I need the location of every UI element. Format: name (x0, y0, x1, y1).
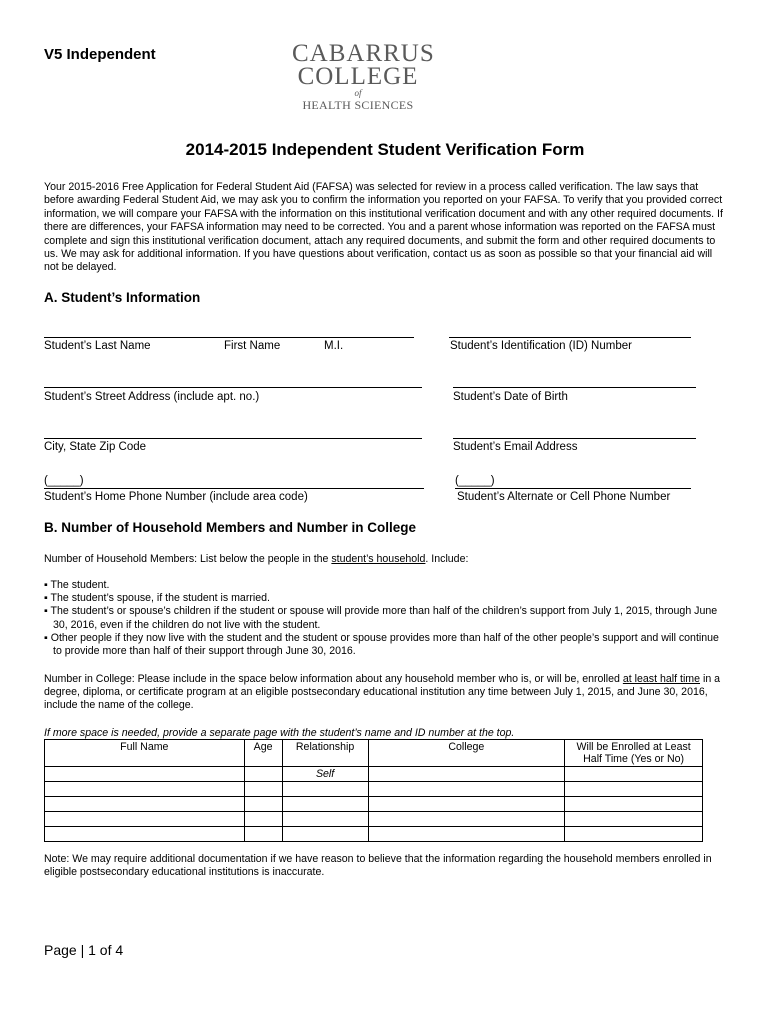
home-phone-field-line[interactable] (44, 488, 424, 489)
col-full-name: Full Name (45, 740, 245, 767)
cell-input[interactable] (368, 767, 565, 782)
logo-line-4: HEALTH SCIENCES (302, 98, 414, 112)
extra-space-note: If more space is needed, provide a separate page with the student’s name and ID number at the top. (44, 727, 515, 739)
cell-input[interactable] (282, 782, 368, 797)
id-field-line[interactable] (449, 337, 691, 338)
page-title: 2014-2015 Independent Student Verification Form (185, 140, 585, 159)
logo-line-1: CABARRUS (292, 40, 435, 67)
alt-area-code: (_____) (455, 475, 495, 487)
dob-label: Student’s Date of Birth (453, 391, 568, 403)
name-field-line[interactable] (44, 337, 414, 338)
cell-input[interactable] (565, 812, 703, 827)
cell-input[interactable] (565, 767, 703, 782)
cell-input[interactable] (45, 782, 245, 797)
household-members-post: . Include: (425, 553, 469, 565)
alt-phone-label: Student’s Alternate or Cell Phone Number (457, 491, 671, 503)
cell-input[interactable] (244, 767, 282, 782)
household-members-link: student’s household (331, 553, 426, 565)
email-field-line[interactable] (453, 438, 696, 439)
list-item: ▪ Other people if they now live with the student and the student or spouse provides more than half of the other people’s support and will continue to provide more than half of their support through June 30, 2016. (44, 631, 719, 658)
bullet-1-text: The student. (50, 579, 110, 591)
intro-paragraph: Your 2015-2016 Free Application for Federal Student Aid (FAFSA) was selected for review in a process called verification. The law says that before awarding Federal Student Aid, we may ask you to confirm the information you reported on your FAFSA. To verify that you provided correct information, we will compare your FAFSA with the information on this institutional verification document and with any other required documents. If there are differences, your FAFSA information may need to be corrected. You and a parent whose information was reported on the FAFSA must complete and sign this institutional verification document, attach any required documents, and submit the form and other required documents to us. We may ask for additional information. If you have questions about verification, contact us as soon as possible so that your financial aid will not be delayed. (44, 181, 723, 274)
half-time-link: at least half time (622, 673, 701, 685)
home-phone-label: Student’s Home Phone Number (include area code) (44, 491, 308, 503)
first-name-label: First Name (224, 340, 281, 352)
cell-input[interactable] (282, 827, 368, 842)
cell-input[interactable] (45, 767, 245, 782)
logo-line-3: of (354, 88, 362, 98)
documentation-note: Note: We may require additional documentation if we have reason to believe that the information regarding the household members enrolled in eligible postsecondary educational institutions is inaccurate. (44, 853, 712, 879)
cell-input[interactable] (45, 827, 245, 842)
cell-input[interactable] (565, 797, 703, 812)
city-field-line[interactable] (44, 438, 422, 439)
cell-input[interactable] (565, 782, 703, 797)
table-row (45, 767, 703, 782)
cell-input[interactable] (368, 812, 565, 827)
college-logo (292, 40, 435, 112)
number-in-college-text (44, 673, 726, 713)
bullet-4-text: Other people if they now live with the student and the student or spouse provides more than half of the other people’s support and will continue to provide more than half of their support through June 30, 2016. (50, 631, 719, 658)
cell-input[interactable] (368, 797, 565, 812)
form-version: V5 Independent (44, 46, 156, 63)
page-number: Page | 1 of 4 (44, 942, 124, 958)
household-members-pre: Number of Household Members: List below the people in the (44, 553, 332, 565)
logo-line-2: COLLEGE (297, 63, 419, 90)
table-row (45, 782, 703, 797)
col-enrolled: Will be Enrolled at Least Half Time (Yes or No) (565, 740, 703, 767)
self-cell: Self (282, 767, 368, 782)
list-item: ▪ The student’s spouse, if the student is married. (44, 592, 270, 605)
cell-input[interactable] (565, 827, 703, 842)
cell-input[interactable] (282, 812, 368, 827)
list-item: ▪ The student’s or spouse’s children if the student or spouse will provide more than half of the children’s support from July 1, 2015, through June 30, 2016, even if the children do not live with the student. (44, 605, 718, 631)
cell-input[interactable] (282, 797, 368, 812)
cell-input[interactable] (244, 782, 282, 797)
table-row (45, 812, 703, 827)
city-label: City, State Zip Code (44, 441, 147, 453)
alt-phone-field-line[interactable] (455, 488, 691, 489)
id-number-label: Student’s Identification (ID) Number (450, 340, 632, 352)
col-age: Age (244, 740, 282, 767)
household-members-text (44, 553, 726, 566)
cell-input[interactable] (244, 797, 282, 812)
col-relationship: Relationship (282, 740, 368, 767)
list-item: ▪ The student. (44, 579, 110, 591)
bullet-3-text: The student’s or spouse’s children if the student or spouse will provide more than half of the children’s support from July 1, 2015, through June 30, 2016, even if the children do not live with the student. (50, 605, 718, 631)
college-post: in a degree, diploma, or certificate program at an eligible postsecondary educational institution any time between July 1, 2015, and June 30, 2016, include the name of the college. (44, 673, 721, 712)
table-row (45, 827, 703, 842)
household-bullet-list (44, 579, 726, 658)
mi-label: M.I. (324, 340, 344, 352)
street-field-line[interactable] (44, 387, 422, 388)
household-table (44, 739, 703, 842)
cell-input[interactable] (244, 827, 282, 842)
col-college: College (368, 740, 565, 767)
table-header-row (45, 740, 703, 767)
table-row (45, 797, 703, 812)
bullet-2-text: The student’s spouse, if the student is married. (50, 592, 270, 605)
cell-input[interactable] (45, 797, 245, 812)
cell-input[interactable] (368, 782, 565, 797)
dob-field-line[interactable] (453, 387, 696, 388)
street-label: Student’s Street Address (include apt. no.) (44, 391, 260, 403)
last-name-label: Student’s Last Name (44, 340, 151, 352)
cell-input[interactable] (45, 812, 245, 827)
home-area-code: (_____) (44, 475, 84, 487)
cell-input[interactable] (244, 812, 282, 827)
email-label: Student’s Email Address (453, 441, 578, 453)
college-pre: Number in College: Please include in the space below information about any household member who is, or will be, enrolled (44, 673, 623, 685)
section-a-heading: A. Student’s Information (44, 290, 201, 305)
section-b-heading: B. Number of Household Members and Number in College (44, 520, 417, 535)
cell-input[interactable] (368, 827, 565, 842)
